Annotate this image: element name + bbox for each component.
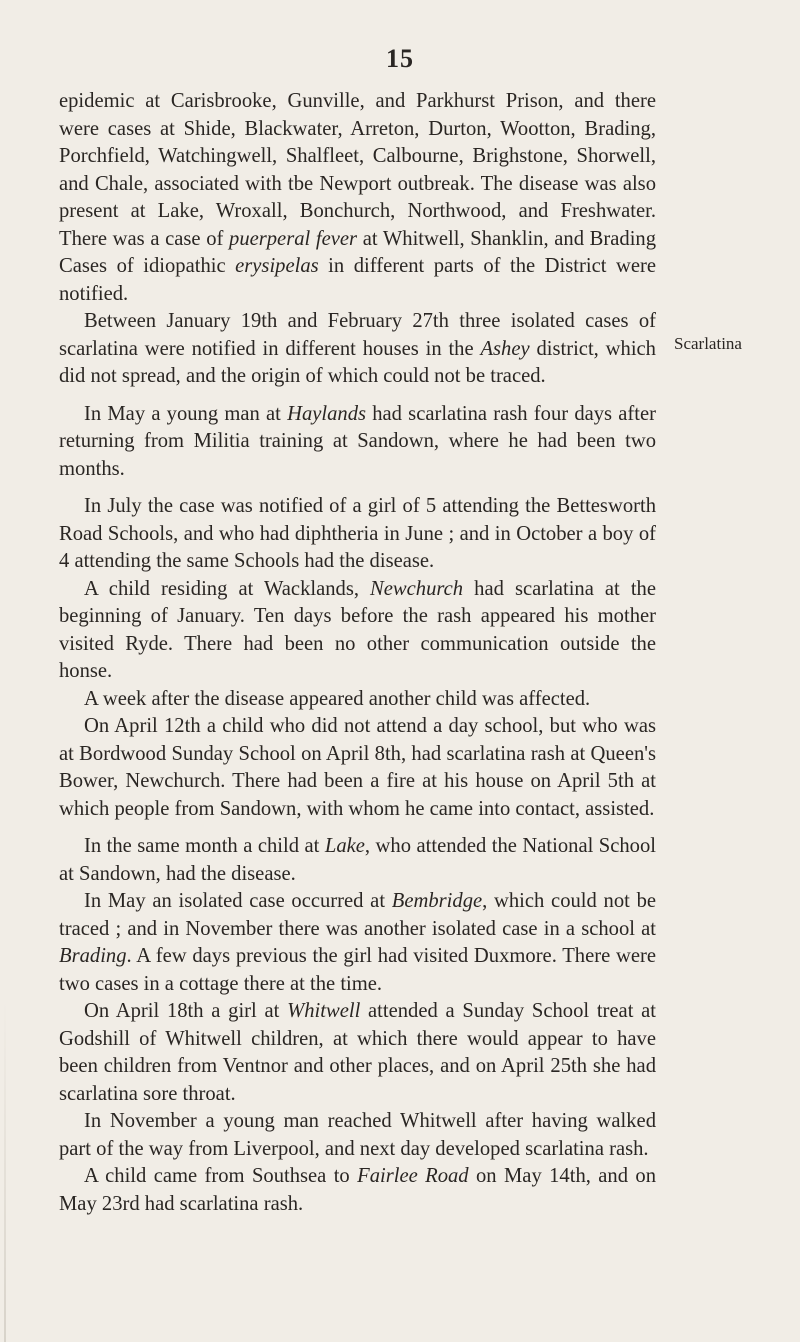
paragraph bbox=[59, 576, 656, 686]
text-run: district, which did not spread, and the origin of which could not be traced. bbox=[59, 337, 656, 387]
text-run: , which could not be traced ; and in November there was another isolated case in a school at bbox=[59, 890, 657, 940]
text-run: at Whitwell, Shanklin, and Brading Cases of idiopathic bbox=[59, 227, 657, 277]
paragraph bbox=[59, 1163, 656, 1218]
italic-text: Haylands bbox=[287, 402, 367, 425]
text-run: In May an isolated case occurred at bbox=[84, 890, 392, 912]
text-run: In July the case was notified of a girl of 5 attending the Bettesworth Road Schools, and who had diphtheria in June ; and in October a boy of 4 attending the same Schools had the disease. bbox=[59, 495, 656, 572]
italic-text: Ashey bbox=[480, 337, 530, 360]
text-run: On April 18th a girl at bbox=[84, 1000, 288, 1022]
italic-text: erysipelas bbox=[235, 255, 319, 277]
paragraph bbox=[59, 686, 656, 714]
paragraph bbox=[59, 833, 656, 888]
paragraph bbox=[59, 713, 656, 823]
margin-note-scarlatina: Scarlatina bbox=[674, 334, 742, 353]
paragraph bbox=[59, 88, 656, 308]
body-text bbox=[59, 88, 656, 1218]
text-run: A week after the disease appeared another child was affected. bbox=[84, 687, 591, 710]
paragraph bbox=[59, 493, 656, 576]
page-number: 15 bbox=[386, 44, 414, 73]
italic-text: puerperal fever bbox=[229, 227, 358, 250]
text-run: On April 12th a child who did not attend a day school, but who was at Bordwood Sunday School on April 8th, had scarlatina rash at Queen's Bower, Newchurch. There had been a fire at his house on April 5th at which people from Sandown, with whom he came into contact, assisted. bbox=[59, 715, 656, 820]
italic-text: Bembridge bbox=[391, 890, 483, 912]
paragraph bbox=[59, 308, 656, 391]
italic-text: Fairlee Road bbox=[357, 1165, 469, 1187]
paragraph bbox=[59, 401, 656, 484]
text-run: in different parts of the District were notified. bbox=[59, 255, 656, 305]
paragraph bbox=[59, 1108, 656, 1163]
text-run: In May a young man at bbox=[84, 402, 288, 425]
italic-text: Lake bbox=[324, 835, 365, 857]
page-edge-shadow bbox=[4, 1000, 6, 1342]
italic-text: Brading bbox=[59, 945, 127, 967]
text-run: on May 14th, and on May 23rd had scarlatina rash. bbox=[59, 1165, 656, 1215]
italic-text: Newchurch bbox=[370, 577, 464, 600]
text-run: In November a young man reached Whitwell after having walked part of the way from Liverpool, and next day developed scarlatina rash. bbox=[59, 1110, 656, 1160]
text-run: , who attended the National School at Sandown, had the disease. bbox=[59, 835, 657, 885]
text-run: A child residing at Wacklands, bbox=[84, 577, 371, 600]
italic-text: Whitwell bbox=[287, 1000, 361, 1022]
text-run: attended a Sunday School treat at Godshill of Whitwell children, at which there would appear to have been children from Ventnor and other places, and on April 25th she had scarlatina sore throat. bbox=[59, 1000, 657, 1105]
paragraph bbox=[59, 888, 656, 998]
text-run: epidemic at Carisbrooke, Gunville, and Parkhurst Prison, and there were cases at Shide, Blackwater, Arreton, Durton, Wootton, Brading, Porchfield, Watchingwell, Shalfleet, Calbourne, Brighstone, Shorwell, and Chale, associated with tbe Newport outbreak. The disease was also present at Lake, Wroxall, Bonchurch, Northwood, and Freshwater. There was a case of bbox=[59, 90, 656, 250]
text-run: Between January 19th and February 27th three isolated cases of scarlatina were notified in different houses in the bbox=[59, 310, 656, 360]
text-run: had scarlatina at the beginning of January. Ten days before the rash appeared his mother visited Ryde. There had been no other communication outside the honse. bbox=[59, 577, 656, 682]
paragraph bbox=[59, 998, 656, 1108]
text-run: A child came from Southsea to bbox=[84, 1165, 358, 1187]
text-run: In the same month a child at bbox=[84, 835, 325, 857]
text-run: had scarlatina rash four days after returning from Militia training at Sandown, where he had been two months. bbox=[59, 402, 656, 480]
text-run: . A few days previous the girl had visited Duxmore. There were two cases in a cottage there at the time. bbox=[59, 945, 656, 995]
